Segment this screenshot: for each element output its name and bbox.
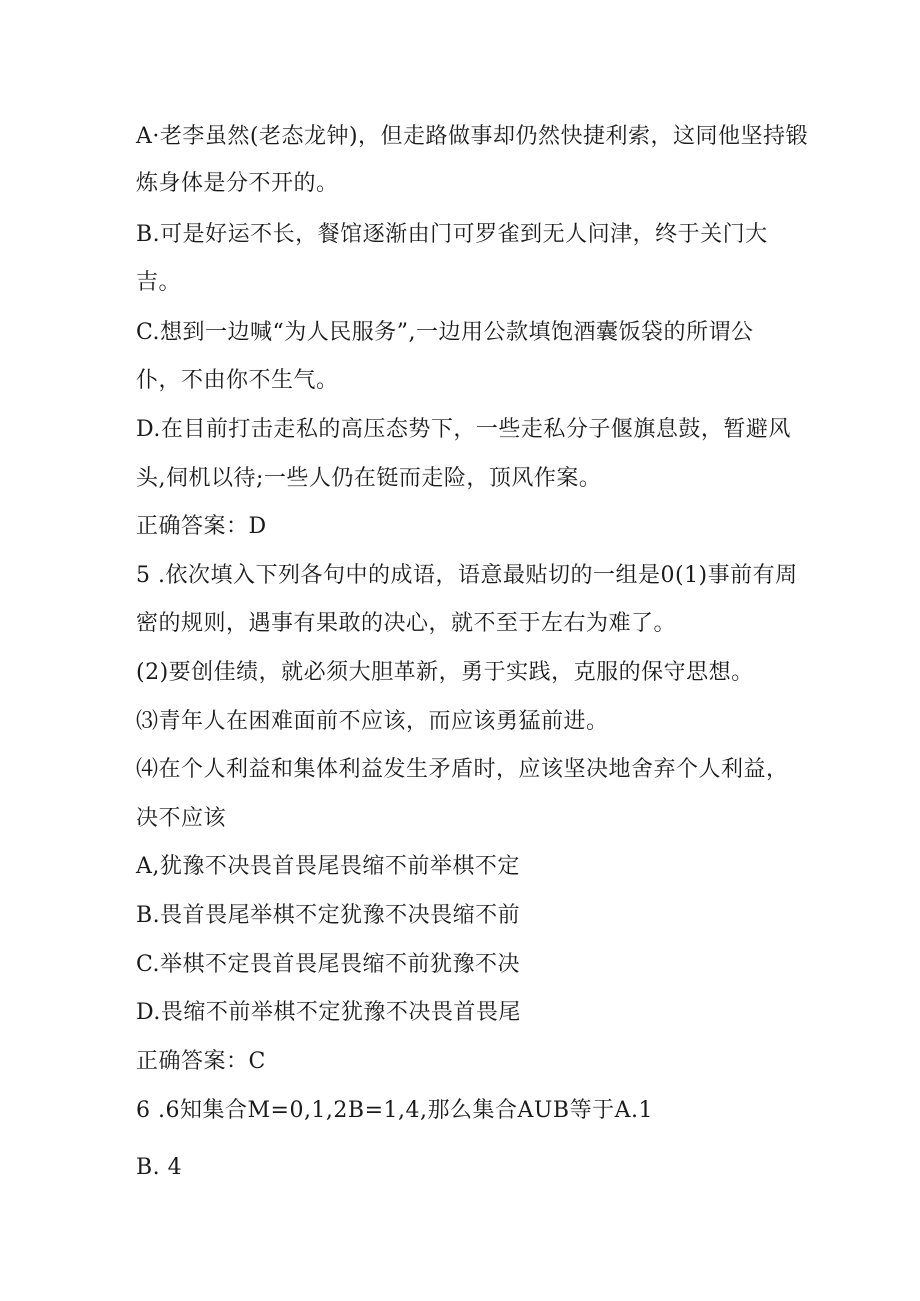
q4-option-c-line-2: 仆，不由你不生气。 <box>136 368 339 393</box>
q5-stem-line-1: 5 .依次填入下列各句中的成语，语意最贴切的一组是0(1)事前有周 <box>136 563 798 588</box>
q4-option-a-line-2: 炼身体是分不开的。 <box>136 171 339 196</box>
q4-option-a-line-1: A·老李虽然(老态龙钟)，但走路做事却仍然快捷利索，这同他坚持锻 <box>136 124 809 149</box>
q4-answer: 正确答案：D <box>136 514 267 539</box>
q6-option-b: B. 4 <box>136 1155 183 1180</box>
q4-option-b-line-1: B.可是好运不长，餐馆逐渐由门可罗雀到无人问津，终于关门大 <box>136 222 768 247</box>
q5-item-4-line-2: 决不应该 <box>136 806 227 831</box>
q5-answer: 正确答案：C <box>136 1049 266 1074</box>
q4-option-c-line-1: C.想到一边喊“为人民服务”,一边用公款填饱酒囊饭袋的所谓公 <box>136 320 754 345</box>
q5-option-b: B.畏首畏尾举棋不定犹豫不决畏缩不前 <box>136 903 521 928</box>
q5-item-4-line-1: ⑷在个人利益和集体利益发生矛盾时，应该坚决地舍弃个人利益， <box>136 757 789 782</box>
q4-option-d-line-2: 头,伺机以待;一些人仍在铤而走险，顶风作案。 <box>136 466 602 491</box>
q6-stem: 6 .6知集合M=0,1,2B=1,4,那么集合AUB等于A.1 <box>136 1098 653 1123</box>
q5-stem-line-2: 密的规则，遇事有果敢的决心，就不至于左右为难了。 <box>136 611 677 636</box>
q5-option-d: D.畏缩不前举棋不定犹豫不决畏首畏尾 <box>136 1000 521 1025</box>
q4-option-d-line-1: D.在目前打击走私的高压态势下，一些走私分子偃旗息鼓，暂避风 <box>136 417 791 442</box>
q4-option-b-line-2: 吉。 <box>136 270 182 295</box>
q5-option-a: A,犹豫不决畏首畏尾畏缩不前举棋不定 <box>136 854 520 879</box>
q5-item-2: (2)要创佳绩，就必须大胆革新，勇于实践，克服的保守思想。 <box>136 660 754 685</box>
q5-item-3: ⑶青年人在困难面前不应该，而应该勇猛前进。 <box>136 709 609 734</box>
q5-option-c: C.举棋不定畏首畏尾畏缩不前犹豫不决 <box>136 952 521 977</box>
